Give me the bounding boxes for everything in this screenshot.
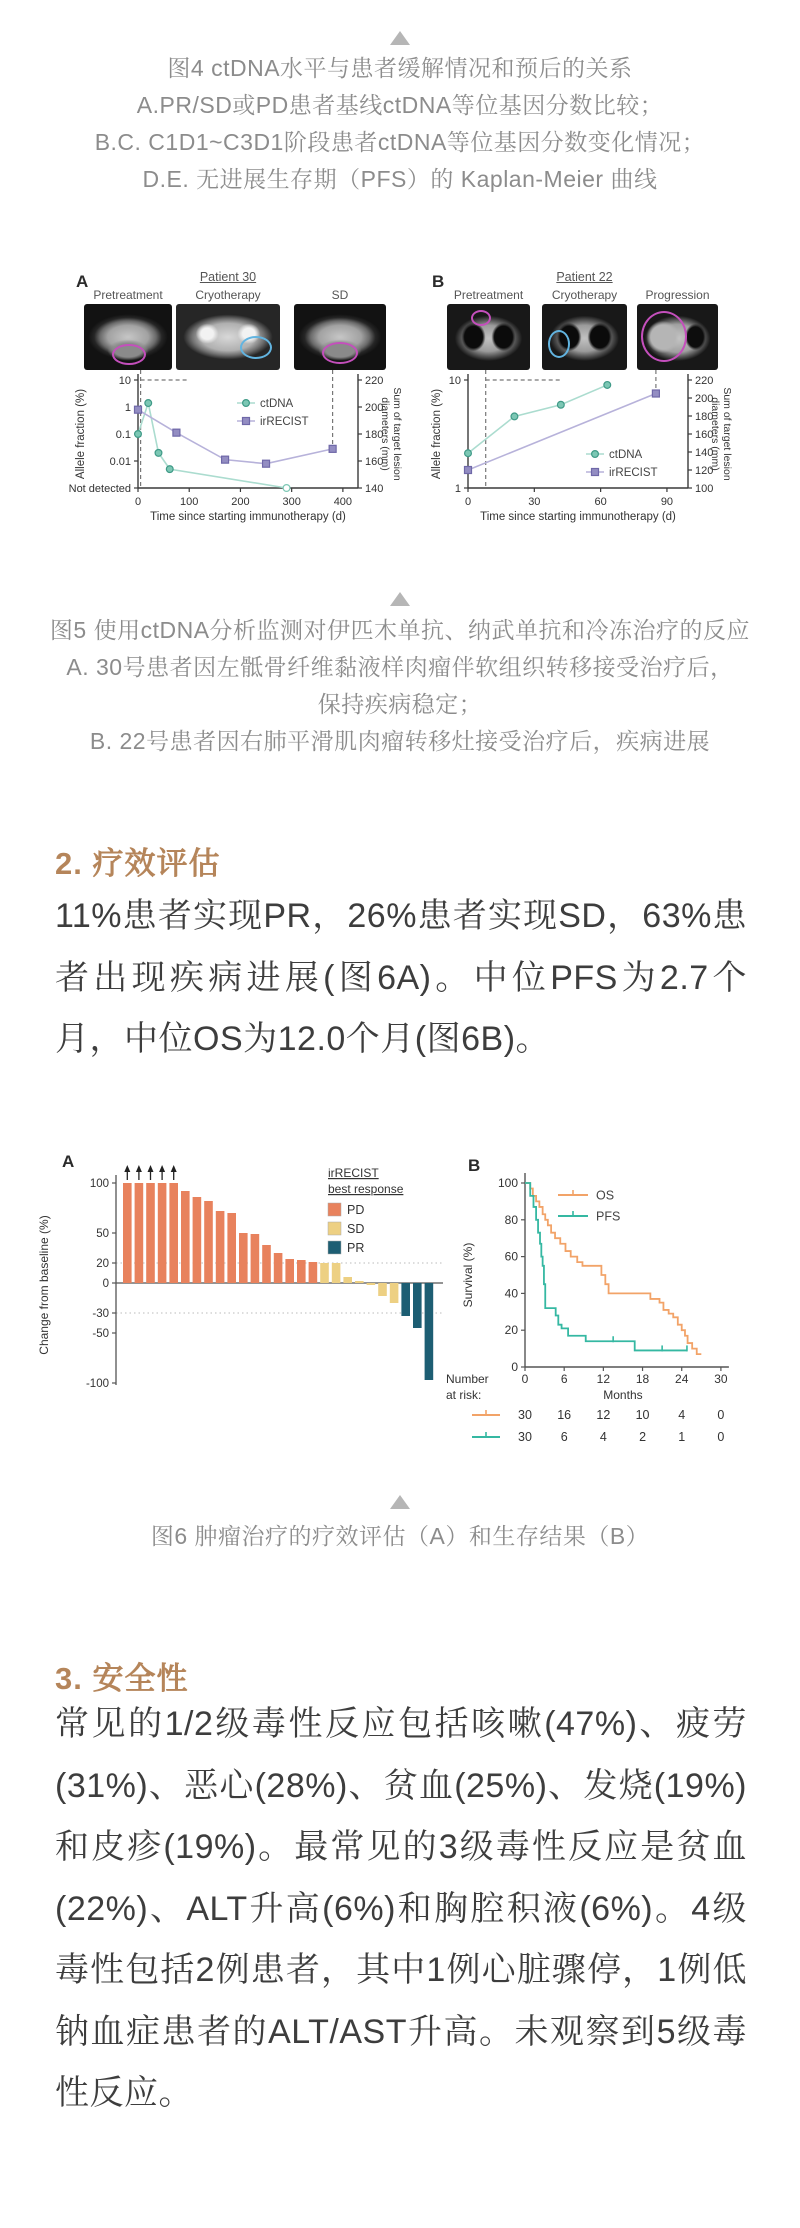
svg-text:irRECIST: irRECIST: [609, 467, 658, 479]
caption-line: B.C. C1D1~C3D1阶段患者ctDNA等位基因分数变化情况；: [94, 129, 706, 155]
caption-line: 图4 ctDNA水平与患者缓解情况和预后的关系: [167, 55, 633, 81]
svg-text:0: 0: [511, 1360, 518, 1374]
lesion-outline: [641, 311, 687, 362]
svg-text:0.1: 0.1: [115, 429, 131, 441]
caption-pointer-icon: [390, 592, 410, 606]
svg-text:Time since starting immunother: Time since starting immunotherapy (d): [480, 511, 676, 523]
caption-line: A.PR/SD或PD患者基线ctDNA等位基因分数比较；: [136, 92, 664, 118]
svg-text:-100: -100: [85, 1378, 109, 1390]
svg-text:24: 24: [675, 1372, 689, 1386]
svg-text:1: 1: [454, 483, 461, 495]
lesion-outline: [112, 344, 146, 365]
fig6b-km-chart: [438, 1125, 783, 1465]
svg-text:-30: -30: [92, 1308, 109, 1320]
svg-text:6: 6: [560, 1372, 568, 1386]
figure5-panel-b: [428, 268, 793, 526]
svg-text:1: 1: [124, 402, 131, 414]
safety-paragraph: 常见的1/2级毒性反应包括咳嗽(47%)、疲劳(31%)、恶心(28%)、贫血(25%)、发烧(19%)和皮疹(19%)。最常见的3级毒性反应是贫血(22%)、ALT升高(6%)和胸腔积液(6%)。4级毒性包括2例患者，其中1例心脏骤停，1例低钠血症患者的ALT/AST升高。未观察到5级毒性反应。: [55, 1705, 747, 2112]
svg-text:Months: Months: [603, 1388, 643, 1402]
panel-label: A: [62, 1152, 75, 1171]
svg-text:100: 100: [497, 1176, 518, 1190]
svg-text:30: 30: [518, 1408, 532, 1422]
svg-text:12: 12: [596, 1372, 611, 1386]
patient-label: Patient 22: [556, 270, 613, 284]
svg-text:2: 2: [639, 1430, 647, 1444]
svg-text:0: 0: [521, 1372, 529, 1386]
svg-text:0: 0: [464, 496, 472, 508]
ct-scan-image: [84, 304, 172, 370]
svg-text:20: 20: [504, 1323, 518, 1338]
ct-scan-image: [294, 304, 386, 370]
svg-text:80: 80: [504, 1212, 518, 1227]
svg-text:PD: PD: [347, 1203, 365, 1217]
svg-text:Not detected: Not detected: [68, 483, 131, 495]
svg-text:irRECIST: irRECIST: [328, 1166, 379, 1180]
svg-text:12: 12: [596, 1408, 611, 1422]
svg-text:0: 0: [102, 1278, 109, 1290]
panel-label: A: [76, 272, 89, 291]
svg-text:10: 10: [635, 1408, 650, 1422]
svg-text:10: 10: [118, 375, 131, 387]
svg-text:180: 180: [695, 411, 714, 423]
svg-text:Sum of target lesiondiameters: Sum of target lesiondiameters (mm): [709, 387, 733, 481]
svg-text:0: 0: [717, 1430, 725, 1444]
ct-scan-image: [542, 304, 627, 370]
svg-text:PFS: PFS: [596, 1209, 621, 1224]
svg-text:-50: -50: [92, 1328, 109, 1340]
caption-line: 保持疾病稳定；: [317, 691, 483, 717]
svg-text:OS: OS: [596, 1188, 615, 1203]
svg-text:Change from baseline (%): Change from baseline (%): [37, 1215, 51, 1355]
ct-scan-image: [637, 304, 718, 370]
lesion-outline: [548, 330, 570, 358]
svg-text:irRECIST: irRECIST: [260, 416, 309, 428]
svg-text:180: 180: [365, 429, 384, 441]
svg-text:100: 100: [180, 496, 199, 508]
svg-text:90: 90: [660, 496, 674, 508]
caption-line: B. 22号患者因右肺平滑肌肉瘤转移灶接受治疗后，疾病进展: [89, 728, 711, 754]
svg-text:16: 16: [557, 1408, 572, 1422]
svg-text:ctDNA: ctDNA: [260, 398, 294, 410]
svg-text:100: 100: [695, 483, 714, 495]
caption-line: A. 30号患者因左骶骨纤维黏液样肉瘤伴软组织转移接受治疗后，: [66, 654, 734, 680]
svg-text:120: 120: [695, 465, 714, 477]
svg-text:140: 140: [695, 447, 714, 459]
svg-text:200: 200: [365, 402, 384, 414]
fig5a-line-chart: [68, 370, 420, 524]
svg-text:160: 160: [695, 429, 714, 441]
caption-pointer-icon: [390, 1495, 410, 1509]
svg-text:200: 200: [695, 393, 714, 405]
svg-text:30: 30: [518, 1430, 532, 1444]
panel-label: B: [432, 272, 445, 291]
section-heading-safety: 3. 安全性: [55, 1661, 189, 1696]
svg-text:140: 140: [365, 483, 384, 495]
figure4-caption: [0, 50, 800, 198]
svg-text:60: 60: [504, 1249, 518, 1264]
svg-text:4: 4: [678, 1408, 686, 1422]
figure6-caption: [0, 1518, 800, 1555]
svg-text:Sum of target lesiondiameters: Sum of target lesiondiameters (mm): [379, 387, 403, 481]
lesion-outline: [322, 342, 358, 364]
section-heading-efficacy: 2. 疗效评估: [55, 846, 221, 881]
lesion-outline: [240, 336, 272, 359]
scan-label: Pretreatment: [453, 288, 524, 302]
scan-label: Progression: [645, 288, 710, 302]
patient-label: Patient 30: [199, 270, 257, 284]
ct-scan-image: [447, 304, 530, 370]
svg-text:200: 200: [231, 496, 250, 508]
svg-text:Allele fraction (%): Allele fraction (%): [75, 388, 87, 480]
svg-text:Survival (%): Survival (%): [461, 1242, 475, 1308]
caption-line: 图6 肿瘤治疗的疗效评估（A）和生存结果（B）: [150, 1523, 650, 1549]
svg-text:6: 6: [560, 1430, 568, 1444]
svg-text:10: 10: [448, 375, 461, 387]
svg-text:0.01: 0.01: [109, 456, 131, 468]
svg-text:160: 160: [365, 456, 384, 468]
scan-label: SD: [331, 288, 349, 302]
svg-text:18: 18: [635, 1372, 650, 1386]
svg-text:Time since starting immunother: Time since starting immunotherapy (d): [150, 511, 346, 523]
svg-text:4: 4: [599, 1430, 607, 1444]
svg-text:0: 0: [717, 1408, 725, 1422]
svg-text:Number: Number: [446, 1372, 489, 1386]
ct-scan-image: [176, 304, 280, 370]
panel-label: B: [468, 1156, 481, 1175]
scan-label: Cryotherapy: [551, 288, 618, 302]
figure6: [0, 1100, 800, 1465]
figure5-caption: [0, 612, 800, 760]
svg-text:300: 300: [282, 496, 301, 508]
svg-text:100: 100: [89, 1178, 109, 1190]
svg-text:40: 40: [504, 1286, 518, 1301]
svg-text:ctDNA: ctDNA: [609, 449, 643, 461]
svg-text:30: 30: [528, 496, 541, 508]
caption-line: D.E. 无进展生存期（PFS）的 Kaplan-Meier 曲线: [142, 166, 658, 192]
svg-text:best response: best response: [328, 1182, 404, 1196]
svg-text:Allele fraction (%): Allele fraction (%): [431, 388, 443, 480]
svg-text:220: 220: [365, 375, 384, 387]
fig6a-waterfall-chart: [28, 1125, 458, 1435]
svg-text:50: 50: [96, 1228, 109, 1240]
figure5-panel-a: [68, 268, 420, 526]
fig5b-line-chart: [428, 370, 793, 524]
svg-text:0: 0: [134, 496, 142, 508]
lesion-outline: [471, 310, 491, 326]
caption-pointer-icon: [390, 31, 410, 45]
svg-text:20: 20: [96, 1258, 109, 1270]
svg-text:PR: PR: [347, 1241, 365, 1255]
svg-text:1: 1: [678, 1430, 686, 1444]
svg-text:30: 30: [714, 1372, 728, 1386]
scan-label: Pretreatment: [93, 288, 163, 302]
svg-text:SD: SD: [347, 1222, 365, 1236]
svg-text:at risk:: at risk:: [446, 1388, 482, 1402]
svg-text:400: 400: [333, 496, 353, 508]
caption-line: 图5 使用ctDNA分析监测对伊匹木单抗、纳武单抗和冷冻治疗的反应: [49, 617, 751, 643]
scan-label: Cryotherapy: [195, 288, 261, 302]
efficacy-paragraph: 11%患者实现PR，26%患者实现SD，63%患者出现疾病进展(图6A)。中位PFS为2.7个月，中位OS为12.0个月(图6B)。: [55, 897, 747, 1058]
svg-text:60: 60: [594, 496, 607, 508]
svg-text:220: 220: [695, 375, 714, 387]
